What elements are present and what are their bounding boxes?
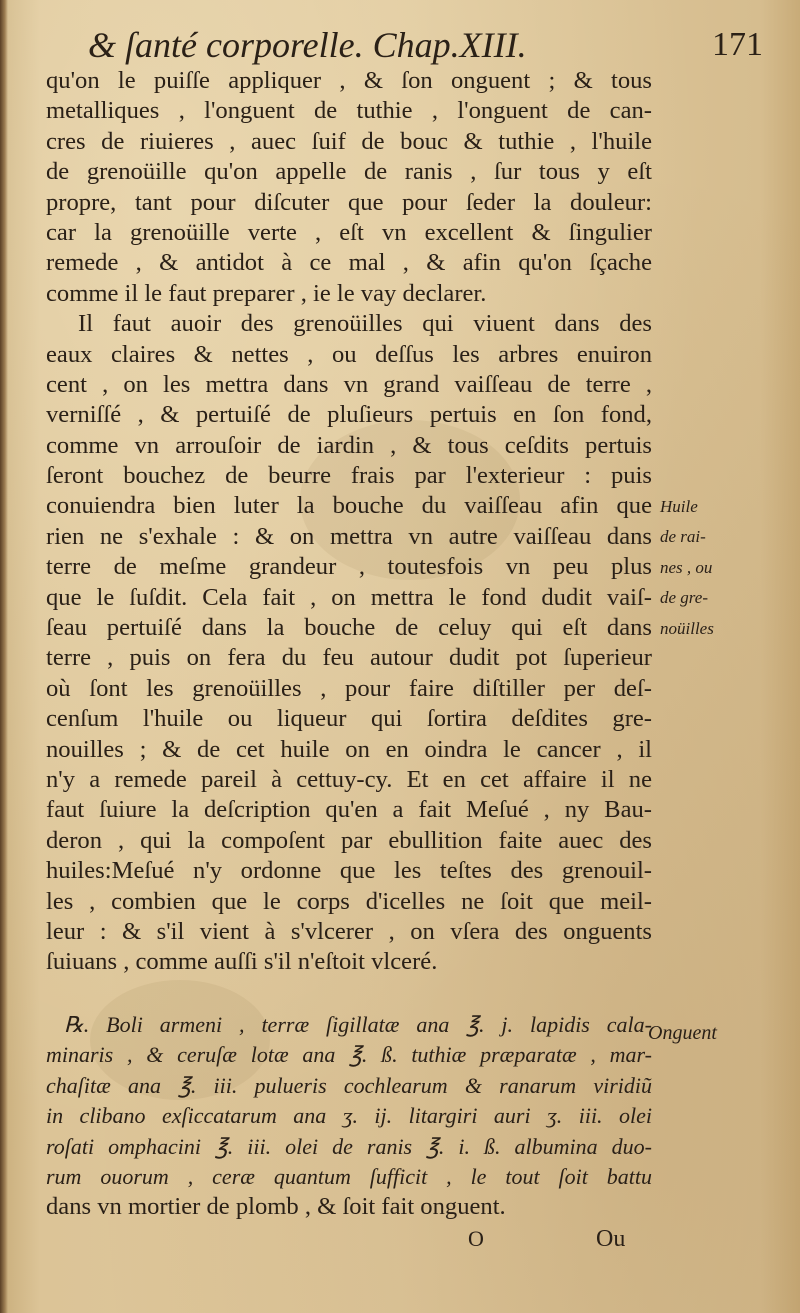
body-text <box>46 66 652 978</box>
text-line: deron , qui la compoſent par ebullition faite auec des <box>46 826 652 854</box>
recipe-line: rum ouorum , ceræ quantum ſufficit , le tout ſoit battu <box>46 1163 652 1189</box>
catchword: Ou <box>596 1226 626 1252</box>
text-line: propre, tant pour diſcuter que pour ſeder la douleur: <box>46 188 652 216</box>
recipe-line: dans vn mortier de plomb , & ſoit fait onguent. <box>46 1193 506 1221</box>
recipe-line: minaris , & ceruſæ lotæ ana ℥. ß. tuthiæ præparatæ , mar- <box>46 1042 652 1068</box>
text-line: qu'on le puiſſe appliquer , & ſon onguent ; & tous <box>46 67 652 94</box>
margin-note-line: Onguent <box>648 1022 717 1044</box>
text-line: car la grenoüille verte , eſt vn excellent & ſingulier <box>46 218 652 246</box>
text-line: de grenoüille qu'on appelle de ranis , ſur tous y eſt <box>46 158 652 186</box>
text-line: eaux claires & nettes , ou deſſus les arbres enuiron <box>46 340 652 368</box>
recipe-line: in clibano exſiccatarum ana ʒ. ij. litargiri auri ʒ. iii. olei <box>46 1103 652 1129</box>
margin-note-line: de gre- <box>660 588 708 608</box>
text-line: où ſont les grenoüilles , pour faire diſtiller per deſ- <box>46 674 652 702</box>
recipe-paragraph <box>46 1010 652 1223</box>
text-line: n'y a remede pareil à cettuy-cy. Et en cet affaire il ne <box>46 765 652 793</box>
text-line: faut ſuiure la deſcription qu'en a fait Meſué , ny Bau- <box>46 796 652 824</box>
text-line: ſeau pertuiſé dans la bouche de celuy qui eſt dans <box>46 614 652 642</box>
margin-note-ointment <box>648 1018 734 1048</box>
margin-note-oil-of-frogs <box>660 492 746 644</box>
text-line: cent , on les mettra dans vn grand vaiſſeau de terre , <box>46 370 652 398</box>
text-line: verniſſé , & pertuiſé de pluſieurs pertuis en ſon fond, <box>46 401 652 429</box>
text-line: conuiendra bien luter la bouche du vaiſſeau afin que <box>46 492 652 520</box>
text-line: ſeront bouchez de beurre frais par l'exterieur : puis <box>46 462 652 490</box>
text-line: cenſum l'huile ou liqueur qui ſortira deſdites gre- <box>46 705 652 733</box>
margin-note-line: nes , ou <box>660 557 713 577</box>
text-line: remede , & antidot à ce mal , & afin qu'on ſçache <box>46 249 652 277</box>
recipe-line: ℞. Boli armeni , terræ ſigillatæ ana ℥. j. lapidis cala- <box>64 1012 652 1037</box>
recipe-line: chaſitæ ana ℥. iii. pulueris cochlearum & ranarum viridiũ <box>46 1072 652 1098</box>
text-line: nouilles ; & de cet huile on en oindra le cancer , il <box>46 735 652 763</box>
text-line: ſuiuans , comme auſſi s'il n'eſtoit vlceré. <box>46 948 438 976</box>
text-line: rien ne s'exhale : & on mettra vn autre vaiſſeau dans <box>46 522 652 550</box>
text-line: cres de riuieres , auec ſuif de bouc & tuthie , l'huile <box>46 127 652 155</box>
running-head-title: & ſanté corporelle. Chap.XIII. <box>88 25 527 65</box>
text-line: comme il le faut preparer , ie le vay declarer. <box>46 279 487 307</box>
text-line: terre , puis on fera du feu autour dudit pot ſuperieur <box>46 644 652 672</box>
text-line: metalliques , l'onguent de tuthie , l'onguent de can- <box>46 97 652 125</box>
margin-note-line: Huile <box>660 497 698 516</box>
margin-note-line: noüilles <box>660 618 714 638</box>
text-line: terre de meſme grandeur , toutesfois vn peu plus <box>46 553 652 581</box>
text-line: leur : & s'il vient à s'vlcerer , on vſera des onguents <box>46 917 652 945</box>
text-line: huiles:Meſué n'y ordonne que les teſtes des grenouil- <box>46 857 652 885</box>
signature-mark: O <box>468 1226 484 1251</box>
text-line: les , combien que le corps d'icelles ne ſoit que meil- <box>46 887 652 915</box>
page-number: 171 <box>712 26 763 63</box>
text-line: comme vn arrouſoir de iardin , & tous ceſdits pertuis <box>46 431 652 459</box>
text-line: Il faut auoir des grenoüilles qui viuent dans des <box>78 310 652 338</box>
binding-gutter <box>0 0 8 1313</box>
recipe-line: roſati omphacini ℥. iii. olei de ranis ℥. i. ß. albumina duo- <box>46 1133 652 1159</box>
margin-note-line: de rai- <box>660 527 706 547</box>
text-line: que le ſuſdit. Cela fait , on mettra le fond dudit vaiſ- <box>46 583 652 611</box>
